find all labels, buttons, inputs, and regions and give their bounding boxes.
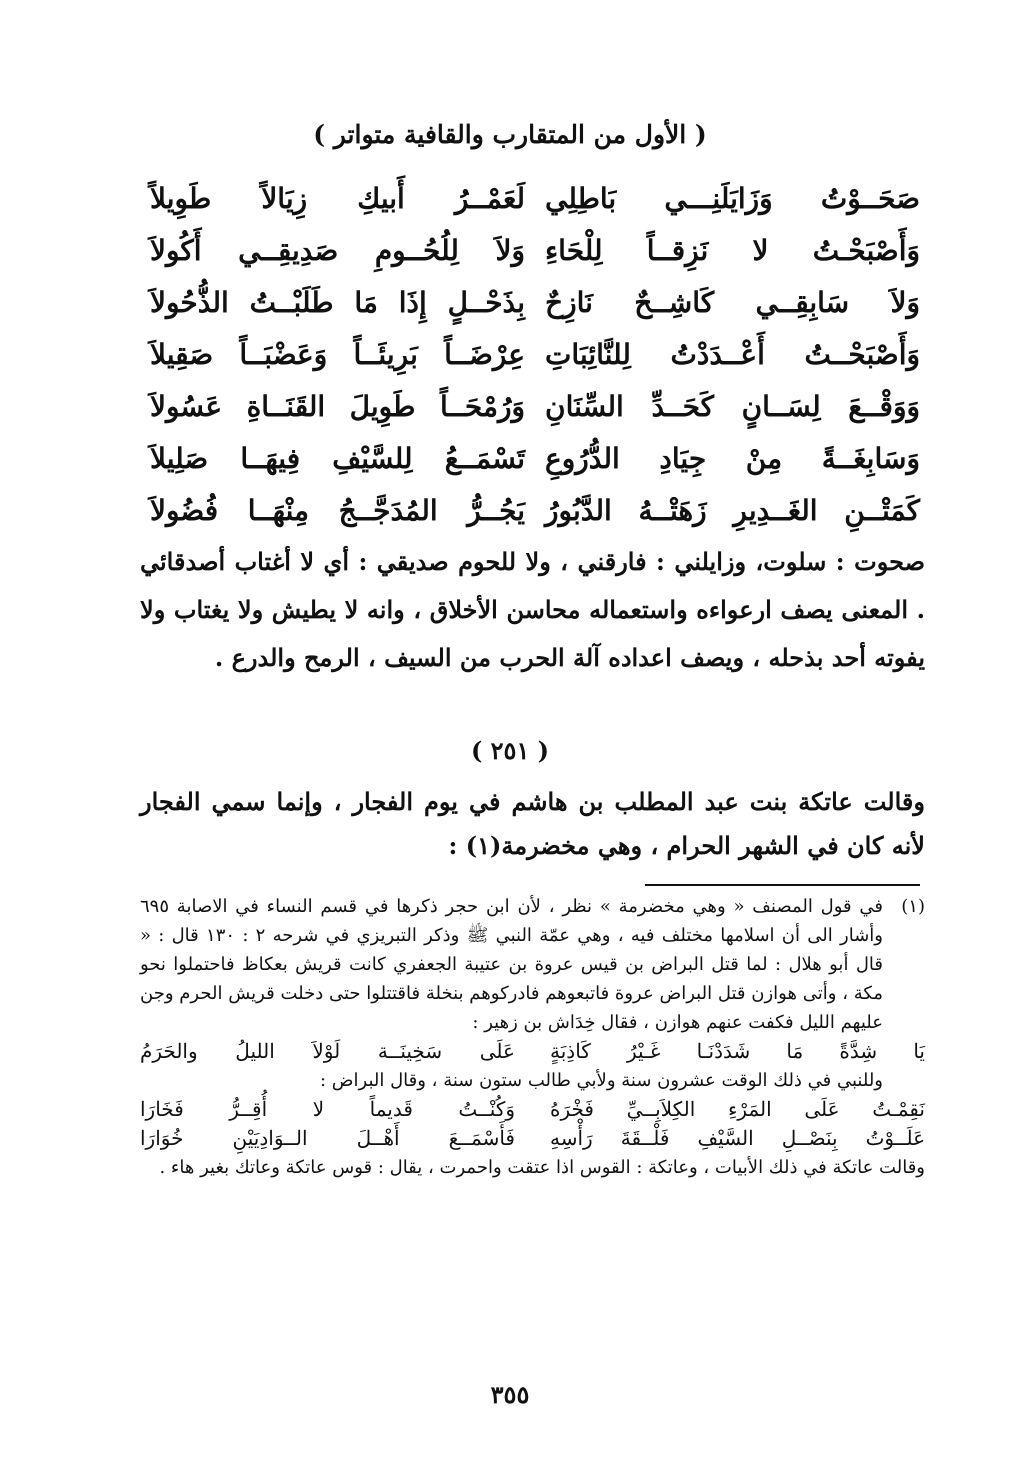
hemistich-left: لَعَمْــرُ أَبيكِ زِيَالاً طَوِيلاً — [150, 181, 525, 215]
hemistich-left: بِذَحْــلٍ إِذَا مَا طَلَبْــتُ الذُّحُولاَ — [150, 285, 525, 319]
footnote-middle-text: وللنبي في ذلك الوقت عشرون سنة ولأبي طالب ستون سنة ، وقال البراض : — [319, 1070, 883, 1091]
hemistich-left: عَلَى سَخِينَــة لَوْلاَ الليلُ والحَرَمُ — [140, 1039, 515, 1063]
hemistich-left: تَسْمَــعُ لِلسَّيْفِ فِيهَــا صَلِيلاَ — [150, 441, 525, 475]
section-number: ( ٢٥١ ) — [470, 736, 550, 765]
hemistich-left: وَكُنْــتُ قَديماً لا أُقِــرُّ فَخَارَا — [140, 1097, 515, 1121]
poem — [150, 172, 920, 536]
verse-line — [150, 484, 920, 536]
footnote-divider — [645, 884, 920, 886]
intro-paragraph: وقالت عاتكة بنت عبد المطلب بن هاشم في يوم الفجار ، وإنما سمي الفجار لأنه كان في الشهر الحرام ، وهي مخضرمة(١) : — [140, 787, 925, 860]
hemistich-right: عَلَــوْتُ بِنَصْــلِ السَّيْفِ فَلْــقَةَ رَأْسِهِ — [550, 1126, 925, 1150]
hemistich-right: وَلاَ سَابِقِــي كَاشِــحٌ نَازِحٌ — [545, 285, 920, 319]
meter-heading: ( الأول من المتقارب والقافية متواتر ) — [313, 120, 707, 149]
footnote-closing-text: وقالت عاتكة في ذلك الأبيات ، وعاتكة : القوس اذا عتقت واحمرت ، يقال : قوس عاتكة وعاتك بغير هاء . — [159, 1157, 925, 1178]
hemistich-left: عِرْضَــاً بَرِيئَــاً وَعَضْبَــاً صَقِيلاَ — [150, 337, 525, 371]
footnote — [140, 892, 925, 1182]
footnote-text: في قول المصنف « وهي مخضرمة » نظر ، لأن ابن حجر ذكرها في قسم النساء في الاصابة ٦٩٥ وأشار الى أن اسلامها مختلف فيه ، وهي عمّة النبي ﷺ وذكر التبريزي في شرحه ٢ : ١٣٠ قال : « قال أبو هلال : لما قتل البراض بن قيس عروة بن عتيبة الجعفري كانت قريش بعكاظ فاحتملوا نحو مكة ، وأتى هوازن قتل البراض عروة فاتبعوهم فادركوهم بنخلة فاقتتلوا حتى دخلت قريش الحرم وجن عليهم الليل فكفت عنهم هوازن ، فقال خِدَاش بن زهير : — [140, 896, 883, 1033]
hemistich-right: نَقِمْـتُ عَلَى المَرْءِ الكِلاَبِــيِّ فَخْرَهُ — [550, 1097, 925, 1121]
verse-line — [150, 380, 920, 432]
hemistich-left: يَجُــرُّ المُدَجَّــجُ مِنْهَــا فُضُولاَ — [150, 493, 525, 527]
hemistich-left: وَلاَ لِلُحُــومِ صَدِيقِــي أَكُولاَ — [150, 233, 525, 267]
footnote-entry — [140, 892, 925, 1037]
page-number: ٣٥٥ — [490, 1380, 530, 1409]
footnote-verse — [140, 1095, 925, 1124]
hemistich-left: وَرُمْحَــاً طَوِيلَ القَنَــاةِ عَسُولاَ — [150, 389, 525, 423]
commentary-paragraph: صحوت : سلوت، وزايلني : فارقني ، ولا للحوم صديقي : أي لا أغتاب أصدقائي . المعنى يصف ارعواءه واستعماله محاسن الأخلاق ، وانه لا يطيش ولا يغتاب ولا يفوته أحد بذحله ، ويصف اعداده آلة الحرب من السيف ، الرمح والدرع . — [140, 547, 925, 672]
footnote-marker: (١) — [901, 896, 925, 917]
footnote-verse — [140, 1124, 925, 1153]
hemistich-right: وَسَابِغَــةً مِنْ جِيَادِ الدُّرُوعِ — [545, 441, 920, 475]
hemistich-right: وَوَقْــعَ لِسَــانٍ كَحَــدِّ السِّنَانِ — [545, 389, 920, 423]
verse-line — [150, 172, 920, 224]
footnote-verse — [140, 1037, 925, 1066]
hemistich-right: يَا شِدَّةً مَا شَدَدْنَـا غَـيْرُ كَاذِبَةٍ — [550, 1039, 925, 1063]
hemistich-right: صَحَــوْتُ وَزَايَلَنِـــي بَاطِلِي — [545, 181, 920, 215]
verse-line — [150, 276, 920, 328]
hemistich-right: وَأَصْبَحْـتُ لا نَزِقــاً لِلْحَاءِ — [545, 233, 920, 267]
hemistich-left: فَأَسْمَــعَ أَهْــلَ الــوَادِيَيْنِ خُوَارَا — [140, 1126, 515, 1150]
verse-line — [150, 432, 920, 484]
verse-line — [150, 328, 920, 380]
hemistich-right: كَمَتْــنِ الغَــدِيرِ زَهَتْــهُ الدَّبُورُ — [545, 493, 920, 527]
hemistich-right: وَأَصْبَحْــتُ أَعْــدَدْتُ لِلنَّائِبَاتِ — [545, 337, 920, 371]
verse-line — [150, 224, 920, 276]
